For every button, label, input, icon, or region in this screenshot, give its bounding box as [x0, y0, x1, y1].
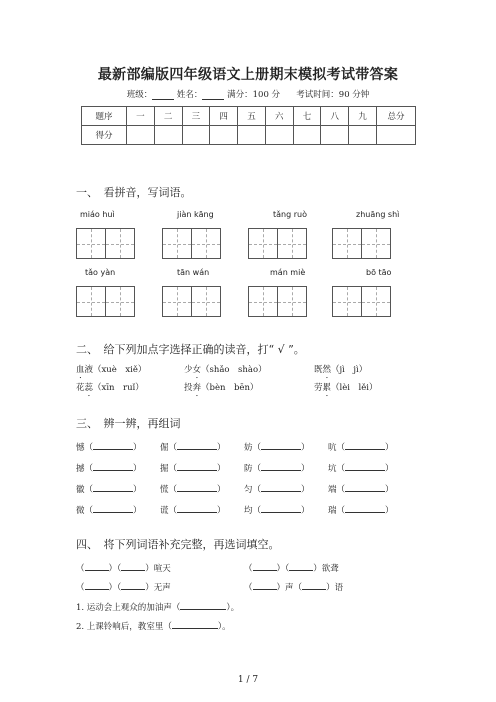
pinyin-label: bō tāo — [366, 268, 392, 277]
word-item[interactable]: 坑（ ） — [328, 461, 394, 474]
score-cell[interactable] — [238, 126, 266, 145]
writing-grid[interactable] — [76, 286, 135, 317]
pinyin-label: zhuāng shì — [356, 210, 400, 219]
grid-cell[interactable] — [192, 229, 220, 258]
pinyin-label: tān wán — [177, 268, 210, 277]
writing-grid[interactable] — [248, 286, 307, 317]
grid-cell[interactable] — [77, 229, 106, 258]
reading-choice[interactable]: 花蕊（xīn ruǐ） — [76, 383, 144, 393]
pinyin-label: mán miè — [270, 268, 306, 277]
score-header-cell: 二 — [154, 107, 182, 126]
score-cell[interactable] — [377, 126, 416, 145]
section-1-heading: 一、 看拼音，写词语。 — [76, 186, 192, 199]
grid-cell[interactable] — [77, 287, 106, 316]
name-label: 姓名： — [176, 90, 203, 100]
score-row — [82, 126, 416, 145]
idiom-fill[interactable]: （ ）声（ ）语 — [244, 580, 343, 593]
score-header-cell: 总分 — [377, 107, 416, 126]
word-item[interactable]: 端（ ） — [328, 482, 394, 495]
pinyin-label: jiàn kāng — [177, 210, 214, 219]
word-item[interactable]: 撼（ ） — [76, 461, 142, 474]
grid-cell[interactable] — [333, 229, 362, 258]
grid-cell[interactable] — [249, 287, 278, 316]
grid-cell[interactable] — [106, 287, 134, 316]
idiom-fill[interactable]: （ ）（ ）欲聋 — [244, 561, 339, 574]
word-item[interactable]: 吭（ ） — [328, 440, 394, 453]
word-item[interactable]: 微（ ） — [76, 503, 142, 516]
word-item[interactable]: 掘（ ） — [160, 461, 226, 474]
word-item[interactable]: 倔（ ） — [160, 440, 226, 453]
grid-cell[interactable] — [163, 229, 192, 258]
fill-question[interactable]: 2. 上课铃响后，教室里（ ）。 — [76, 619, 231, 632]
word-item[interactable]: 均（ ） — [244, 503, 310, 516]
grid-cell[interactable] — [362, 287, 390, 316]
reading-choice[interactable]: 投奔（bèn bēn） — [184, 383, 259, 393]
page-number: 1 / 7 — [237, 675, 259, 685]
score-label: 满分：100 分 — [227, 90, 281, 100]
score-cell[interactable] — [154, 126, 182, 145]
writing-grid[interactable] — [332, 286, 391, 317]
score-header-cell: 五 — [238, 107, 266, 126]
idiom-fill[interactable]: （ ）（ ）无声 — [76, 580, 171, 593]
score-cell[interactable] — [182, 126, 210, 145]
score-cell[interactable] — [210, 126, 238, 145]
score-header-cell: 八 — [321, 107, 349, 126]
score-header-cell: 一 — [127, 107, 155, 126]
score-header-cell: 三 — [182, 107, 210, 126]
section-4-heading: 四、 将下列词语补充完整，再选词填空。 — [76, 538, 280, 551]
section-3-heading: 三、 辨一辨，再组词 — [76, 417, 181, 430]
pinyin-label: tǎo yàn — [85, 268, 116, 277]
fill-question[interactable]: 1. 运动会上观众的加油声（ ）。 — [76, 600, 239, 613]
score-cell[interactable] — [293, 126, 321, 145]
score-header-cell: 七 — [293, 107, 321, 126]
score-header-cell: 四 — [210, 107, 238, 126]
score-row-label: 得分 — [82, 126, 127, 145]
grid-cell[interactable] — [249, 229, 278, 258]
grid-cell[interactable] — [333, 287, 362, 316]
writing-grid[interactable] — [162, 228, 221, 259]
name-blank[interactable] — [202, 90, 224, 100]
score-header-row — [82, 107, 416, 126]
grid-cell[interactable] — [163, 287, 192, 316]
grid-cell[interactable] — [278, 229, 306, 258]
reading-choice[interactable]: 既然（jì jì） — [314, 365, 368, 375]
time-label: 考试时间：90 分钟 — [296, 90, 370, 100]
grid-cell[interactable] — [362, 229, 390, 258]
score-table — [81, 106, 416, 145]
class-label: 班级： — [126, 90, 153, 100]
exam-meta — [0, 88, 496, 100]
word-item[interactable]: 匀（ ） — [244, 482, 310, 495]
score-cell[interactable] — [321, 126, 349, 145]
score-cell[interactable] — [349, 126, 377, 145]
writing-grid[interactable] — [162, 286, 221, 317]
writing-grid[interactable] — [332, 228, 391, 259]
word-item[interactable]: 妨（ ） — [244, 440, 310, 453]
word-item[interactable]: 谎（ ） — [160, 503, 226, 516]
reading-choice[interactable]: 劳累（lèi lěi） — [314, 383, 378, 393]
writing-grid[interactable] — [76, 228, 135, 259]
page-title: 最新部编版四年级语文上册期末模拟考试带答案 — [97, 67, 399, 83]
idiom-fill[interactable]: （ ）（ ）喧天 — [76, 561, 171, 574]
grid-cell[interactable] — [106, 229, 134, 258]
word-item[interactable]: 慌（ ） — [160, 482, 226, 495]
word-item[interactable]: 防（ ） — [244, 461, 310, 474]
score-cell[interactable] — [265, 126, 293, 145]
writing-grid[interactable] — [248, 228, 307, 259]
score-header-cell: 六 — [265, 107, 293, 126]
word-item[interactable]: 瑞（ ） — [328, 503, 394, 516]
word-item[interactable]: 徽（ ） — [76, 482, 142, 495]
reading-choice[interactable]: 血液（xuè xiě） — [76, 365, 147, 375]
word-item[interactable]: 憾（ ） — [76, 440, 142, 453]
reading-choice[interactable]: 少女（shǎo shào） — [184, 365, 267, 375]
grid-cell[interactable] — [278, 287, 306, 316]
score-cell[interactable] — [127, 126, 155, 145]
pinyin-label: tǎng ruò — [273, 210, 307, 219]
section-2-heading: 二、 给下列加点字选择正确的读音，打“ √ ”。 — [76, 343, 305, 356]
score-header-cell: 九 — [349, 107, 377, 126]
grid-cell[interactable] — [192, 287, 220, 316]
class-blank[interactable] — [152, 90, 174, 100]
score-header-cell: 题序 — [82, 107, 127, 126]
pinyin-label: miáo huì — [80, 210, 115, 219]
